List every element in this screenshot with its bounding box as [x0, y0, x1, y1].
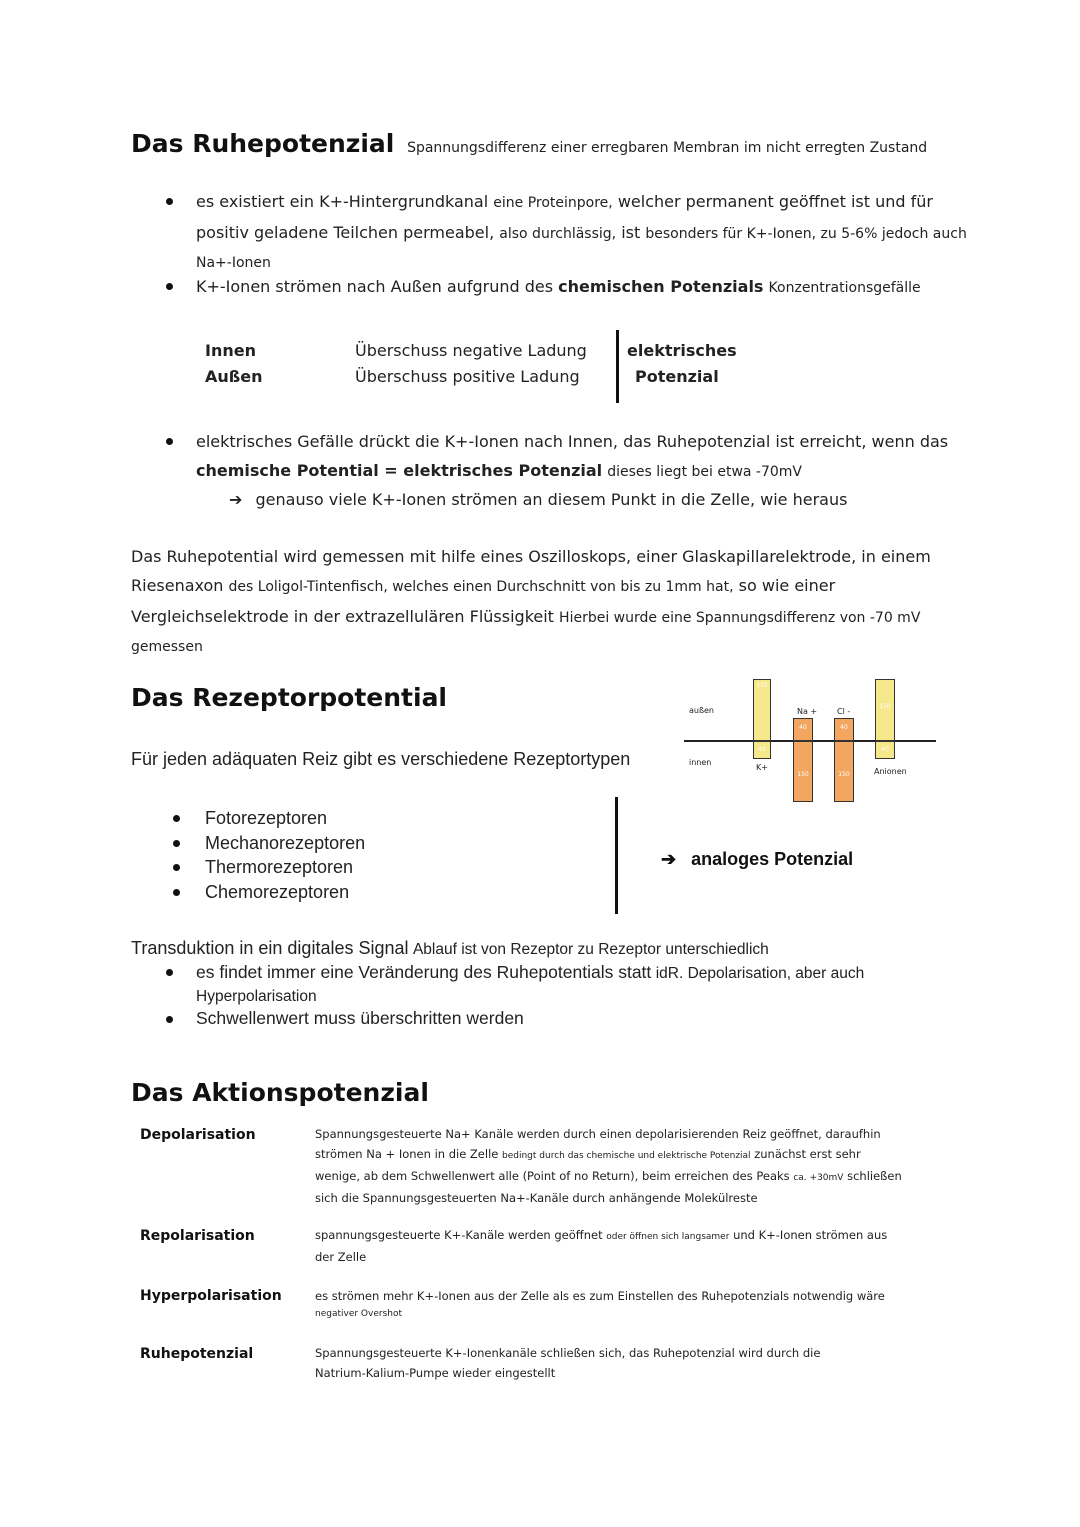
ion-concentration-diagram	[680, 672, 945, 807]
phase-label-depolarisation: Depolarisation	[140, 1127, 256, 1143]
row-text: Überschuss negative Ladung	[355, 341, 587, 360]
phase-text-ruhepotenzial	[315, 1343, 915, 1383]
text: positiv geladene Teilchen permeabel,	[196, 223, 495, 242]
label-k: K+	[756, 763, 768, 772]
row-label-aussen: Außen	[205, 367, 263, 386]
text: spannungsgesteuerte K+-Kanäle werden geöffnet	[315, 1228, 603, 1242]
label-aussen: außen	[689, 706, 715, 715]
text: ca. +30mV	[793, 1173, 844, 1183]
text: der Zelle	[315, 1250, 367, 1264]
text: welcher permanent geöffnet ist und für	[617, 192, 933, 211]
value-label: 150	[797, 771, 809, 778]
heading-ruhepotenzial-title: Das Ruhepotenzial	[131, 129, 395, 158]
value-label: 150	[838, 771, 850, 778]
text: sich die Spannungsgesteuerten Na+-Kanäle durch anhängende Molekülreste	[315, 1191, 758, 1205]
text-bold: chemischen Potenzials	[558, 277, 764, 296]
bullet-dot	[173, 889, 180, 896]
phase-label-ruhepotenzial: Ruhepotenzial	[140, 1346, 254, 1362]
text: des Loligol-Tintenfisch, welches einen Durchschnitt von bis zu 1mm hat,	[228, 579, 734, 595]
bullet-dot	[173, 864, 180, 871]
electric-potential-label	[627, 338, 737, 390]
list-item	[173, 831, 365, 856]
value-label: 150	[879, 703, 891, 710]
bullet-k-channel	[196, 187, 976, 278]
text: Ablauf ist von Rezeptor zu Rezeptor unterschiedlich	[412, 941, 769, 958]
bullet-electric-gradient	[196, 427, 996, 487]
text: elektrisches Gefälle drückt die K+-Ionen nach Innen, das Ruhepotenzial ist erreicht, wenn das	[196, 432, 949, 451]
list-item	[173, 806, 365, 831]
text: Na+-Ionen	[196, 255, 271, 271]
text: Transduktion in ein digitales Signal	[131, 938, 409, 958]
bullet-dot	[166, 283, 173, 290]
bullet-dot	[173, 840, 180, 847]
heading-ruhepotenzial-subtitle: Spannungsdifferenz einer erregbaren Membran im nicht erregten Zustand	[407, 140, 928, 156]
text: es existiert ein K+-Hintergrundkanal	[196, 192, 489, 211]
phase-text-repolarisation	[315, 1225, 915, 1267]
text: besonders für K+-Ionen, zu 5-6% jedoch auch	[645, 226, 967, 242]
heading-ruhepotenzial	[131, 129, 927, 158]
analog-potential-label	[661, 849, 853, 870]
label-anionen: Anionen	[874, 767, 907, 776]
phase-text-hyperpolarisation	[315, 1286, 915, 1322]
text: Spannungsgesteuerte K+-Ionenkanäle schließen sich, das Ruhepotenzial wird durch die	[315, 1346, 821, 1360]
measurement-paragraph	[131, 542, 951, 662]
text: und K+-Ionen strömen aus	[733, 1228, 888, 1242]
bullet-threshold: Schwellenwert muss überschritten werden	[196, 1008, 524, 1028]
list-item	[173, 880, 365, 905]
bullet-dot	[173, 815, 180, 822]
value-label: 150	[756, 682, 768, 689]
divider-line	[616, 330, 619, 403]
text: K+-Ionen strömen nach Außen aufgrund des	[196, 277, 554, 296]
text: Spannungsgesteuerte Na+ Kanäle werden durch einen depolarisierenden Reiz geöffnet, daraufhin	[315, 1127, 881, 1141]
text: Konzentrationsgefälle	[768, 280, 921, 296]
receptor-list	[173, 806, 365, 904]
text: Natrium-Kalium-Pumpe wieder eingestellt	[315, 1366, 556, 1380]
text: dieses liegt bei etwa -70mV	[607, 464, 803, 480]
text: Mechanorezeptoren	[205, 832, 366, 853]
divider-line	[615, 797, 618, 914]
text: Hierbei wurde eine Spannungsdifferenz von -70 mV	[559, 610, 921, 626]
bullet-dot	[166, 198, 173, 205]
text: ist	[621, 223, 641, 242]
text: also durchlässig,	[499, 226, 617, 242]
text: Fotorezeptoren	[205, 808, 328, 828]
text: zunächst erst sehr	[754, 1147, 861, 1161]
bullet-dot	[166, 1016, 173, 1023]
text: eine Proteinpore,	[493, 195, 613, 211]
text: gemessen	[131, 639, 203, 655]
charge-table	[205, 338, 625, 390]
phase-text-depolarisation	[315, 1124, 915, 1208]
text: Chemorezeptoren	[205, 881, 350, 902]
heading-rezeptorpotential: Das Rezeptorpotential	[131, 683, 448, 712]
label-na: Na +	[797, 707, 818, 716]
text: negativer Overshot	[315, 1309, 402, 1319]
arrow-line	[229, 485, 847, 514]
phase-label-repolarisation: Repolarisation	[140, 1228, 255, 1244]
text: Riesenaxon	[131, 576, 224, 595]
value-label: 40	[758, 746, 766, 753]
text: idR. Depolarisation, aber auch	[655, 965, 865, 982]
rezeptor-intro: Für jeden adäquaten Reiz gibt es verschiedene Rezeptortypen	[131, 749, 631, 769]
text: genauso viele K+-Ionen strömen an diesem Punkt in die Zelle, wie heraus	[255, 490, 848, 509]
transduction-line	[131, 938, 769, 959]
text: bedingt durch das chemische und elektrische Potenzial	[502, 1151, 751, 1161]
text: schließen	[847, 1169, 902, 1183]
value-label: 40	[799, 724, 807, 731]
heading-aktionspotenzial: Das Aktionspotenzial	[131, 1078, 429, 1107]
list-item	[173, 855, 365, 880]
bullet-dot	[166, 438, 173, 445]
text: es findet immer eine Veränderung des Ruhepotentials statt	[196, 962, 652, 982]
arrow-icon: ➔	[229, 490, 243, 509]
bullet-dot	[166, 969, 173, 976]
value-label: 40	[881, 746, 889, 753]
text: so wie einer	[738, 576, 836, 595]
text-bold: Potenzial	[635, 367, 719, 386]
text-bold: elektrisches	[627, 341, 737, 360]
phase-label-hyperpolarisation: Hyperpolarisation	[140, 1288, 282, 1304]
text-bold: analoges Potenzial	[691, 849, 854, 869]
bullet-change	[196, 961, 864, 1008]
arrow-icon: ➔	[661, 849, 677, 869]
row-text: Überschuss positive Ladung	[355, 367, 580, 386]
text: oder öffnen sich langsamer	[606, 1232, 730, 1242]
text: wenige, ab dem Schwellenwert alle (Point of no Return), beim erreichen des Peaks	[315, 1169, 790, 1183]
bar-anionen-outside	[875, 679, 895, 741]
text: strömen Na + Ionen in die Zelle	[315, 1147, 499, 1161]
text: Das Ruhepotential wird gemessen mit hilfe eines Oszilloskops, einer Glaskapillarelektrode, in einem	[131, 547, 931, 566]
text: es strömen mehr K+-Ionen aus der Zelle als es zum Einstellen des Ruhepotenzials notwendig wäre	[315, 1289, 885, 1303]
label-cl: Cl -	[837, 707, 851, 716]
value-label: 40	[840, 724, 848, 731]
text: Hyperpolarisation	[196, 988, 317, 1005]
bullet-k-outflow	[196, 272, 921, 303]
row-label-innen: Innen	[205, 341, 256, 360]
text: Vergleichselektrode in der extrazellulären Flüssigkeit	[131, 607, 554, 626]
label-innen: innen	[689, 758, 712, 767]
text: Thermorezeptoren	[205, 857, 354, 877]
text-bold: chemische Potential = elektrisches Potenzial	[196, 461, 603, 480]
